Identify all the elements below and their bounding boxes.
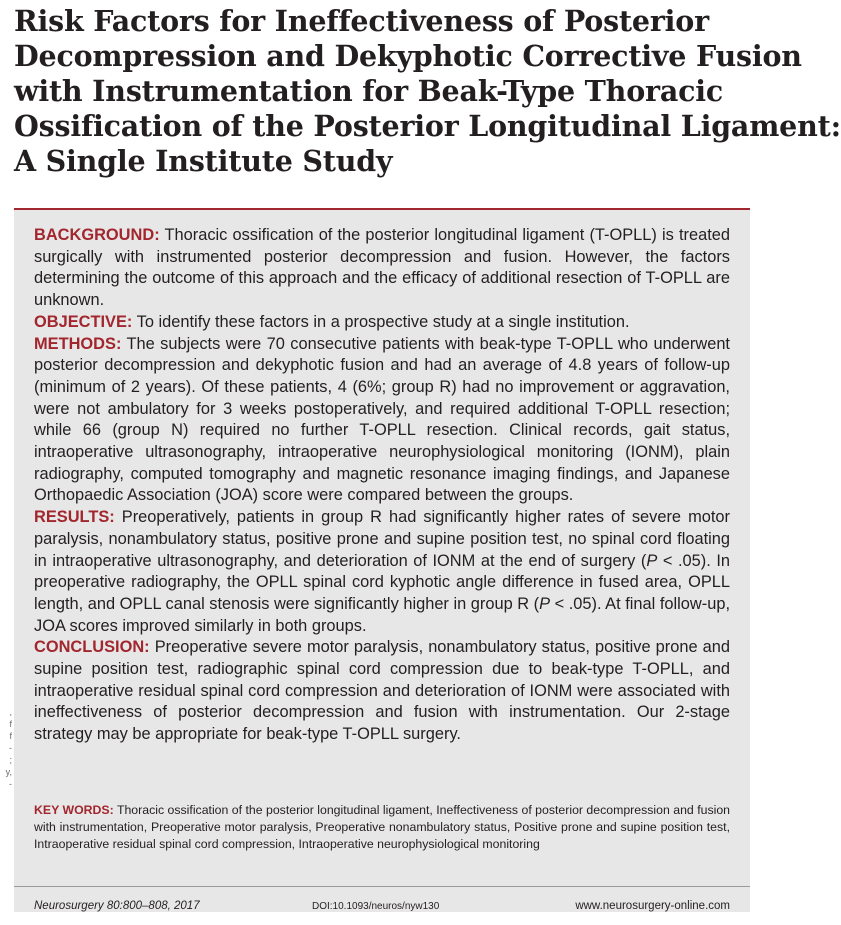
- background-label: BACKGROUND:: [34, 226, 160, 244]
- article-title: [14, 4, 841, 179]
- margin-mark: ,: [9, 707, 12, 717]
- margin-mark: -: [9, 779, 12, 789]
- results-section: [34, 507, 730, 637]
- conclusion-label: CONCLUSION:: [34, 638, 150, 657]
- conclusion-text: Preoperative severe motor paralysis, nonambulatory status, positive prone and supine position test, radiographic spinal cord compression due to beak-type T-OPLL, and intraoperative residual spinal cord compression and deterioration of IONM were associated with ineffectiveness of posterior decompression and fusion with instrumentation. Our 2-stage strategy may be appropriate for beak-type T-OPLL surgery.: [34, 638, 730, 744]
- footer: [34, 900, 730, 914]
- results-text: Preoperatively, patients in group R had significantly higher rates of severe motor paralysis, nonambulatory status, positive prone and supine position test, no spinal cord floating in intraoperative ultrasonography, and deterioration of IONM at the end of surgery (: [34, 508, 730, 570]
- margin-mark: y,: [5, 767, 12, 777]
- methods-text: The subjects were 70 consecutive patients with beak-type T-OPLL who underwent posterior decompression and dekyphotic fusion and had an average of 4.8 years of follow-up (minimum of 2 years). Of these patients, 4 (6%; group R) had no improvement or aggravation, were not ambulatory for 3 weeks postoperatively, and required additional T-OPLL resection; while 66 (group N) required no further T-OPLL resection. Clinical records, gait status, intraoperative ultrasonography, intraoperative neurophysiological monitoring (IONM), plain radiography, computed tomography and magnetic resonance imaging findings, and Japanese Orthopaedic Association (JOA) score were compared between the groups.: [34, 334, 730, 505]
- results-text: < .05). At final follow-up, JOA scores improved similarly in both groups.: [34, 594, 731, 635]
- title-line: Decompression and Dekyphotic Corrective Fusion: [14, 39, 802, 73]
- p-value-symbol: P: [539, 594, 551, 613]
- journal-website: www.neurosurgery-online.com: [575, 900, 730, 912]
- methods-label: METHODS:: [34, 334, 122, 353]
- doi: DOI:10.1093/neuros/nyw130: [312, 901, 440, 912]
- margin-marks: [0, 706, 12, 790]
- keywords-text: Thoracic ossification of the posterior longitudinal ligament, Ineffectiveness of posterior decompression and fusion with instrumentation, Preoperative motor paralysis, Preoperative nonambulatory status, Positive prone and supine position test, Intraoperative residual spinal cord compression, Intraoperative neurophysiological monitoring: [34, 803, 731, 851]
- margin-mark: f: [9, 731, 12, 741]
- methods-section: [34, 334, 730, 508]
- title-line: A Single Institute Study: [14, 144, 393, 178]
- background-text: Thoracic ossification of the posterior longitudinal ligament (T-OPLL) is treated surgically with instrumented posterior decompression and fusion. However, the factors determining the outcome of this approach and the efficacy of additional resection of T-OPLL are unknown.: [34, 226, 730, 310]
- abstract-box: [14, 208, 750, 912]
- keywords-label: KEY WORDS:: [34, 803, 114, 817]
- title-line: with Instrumentation for Beak-Type Thoracic: [14, 74, 724, 108]
- title-line: Ossification of the Posterior Longitudinal Ligament:: [14, 109, 841, 143]
- journal-citation: Neurosurgery 80:800–808, 2017: [34, 900, 200, 912]
- margin-mark: ;: [9, 755, 12, 765]
- abstract: [34, 225, 730, 746]
- p-value-symbol: P: [646, 551, 658, 570]
- title-line: Risk Factors for Ineffectiveness of Posterior: [14, 4, 709, 38]
- results-text: < .05). In preoperative radiography, the OPLL spinal cord kyphotic angle difference in fused area, OPLL length, and OPLL canal stenosis were significantly higher in group R (: [34, 551, 731, 613]
- objective-label: OBJECTIVE:: [34, 312, 133, 331]
- objective-text: To identify these factors in a prospective study at a single institution.: [136, 312, 630, 331]
- results-label: RESULTS:: [34, 508, 115, 527]
- footer-divider: [14, 886, 750, 887]
- objective-section: [34, 312, 730, 334]
- margin-mark: f: [9, 719, 12, 729]
- keywords: [34, 802, 730, 853]
- background-section: [34, 225, 730, 312]
- margin-mark: -: [9, 743, 12, 753]
- conclusion-section: [34, 637, 730, 746]
